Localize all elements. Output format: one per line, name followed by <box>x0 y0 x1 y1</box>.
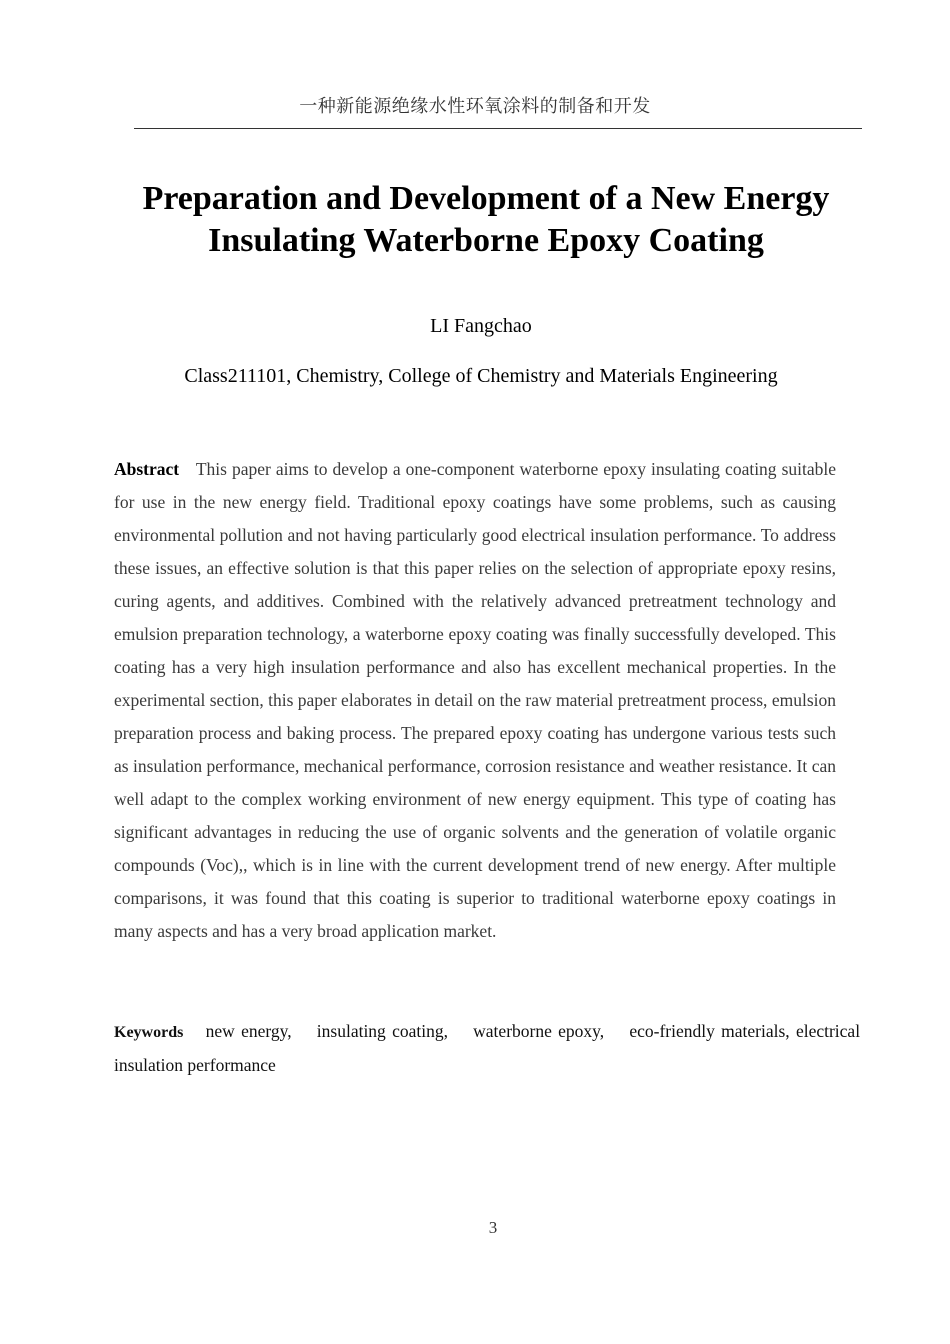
title-line-2: Insulating Waterborne Epoxy Coating <box>208 222 764 259</box>
abstract-label: Abstract <box>114 459 180 479</box>
header-rule <box>134 128 862 129</box>
keyword-item: insulating coating, <box>316 1021 448 1041</box>
keyword-item: new energy, <box>205 1021 292 1041</box>
abstract-text: This paper aims to develop a one-component waterborne epoxy insulating coating suitable for use in the new energy field. Traditional epoxy coatings have some problems, such as causing environmental pollution and not having particularly good electrical insulation performance. To address these issues, an effective solution is that this paper relies on the selection of appropriate epoxy resins, curing agents, and additives. Combined with the relatively advanced pretreatment technology and emulsion preparation technology, a waterborne epoxy coating was finally successfully developed. This coating has a very high insulation performance and also has excellent mechanical properties. In the experimental section, this paper elaborates in detail on the raw material pretreatment process, emulsion preparation process and baking process. The prepared epoxy coating has undergone various tests such as insulation performance, mechanical performance, corrosion resistance and weather resistance. It can well adapt to the complex working environment of new energy equipment. This type of coating has significant advantages in reducing the use of organic solvents and the generation of volatile organic compounds (Voc),, which is in line with the current development trend of new energy. After multiple comparisons, it was found that this coating is superior to traditional waterborne epoxy coatings in many aspects and has a very broad application market. <box>114 459 836 941</box>
keyword-item: electrical insulation performance <box>114 1021 861 1075</box>
keywords-paragraph <box>114 1015 860 1082</box>
keywords-label: Keywords <box>114 1024 184 1041</box>
author-name: LI Fangchao <box>430 315 532 337</box>
keyword-item: waterborne epoxy, <box>473 1021 605 1041</box>
keyword-item: eco-friendly materials, <box>629 1021 790 1041</box>
author-affiliation: Class211101, Chemistry, College of Chemistry and Materials Engineering <box>184 365 778 387</box>
page-number: 3 <box>488 1218 498 1237</box>
paper-title <box>100 178 872 262</box>
abstract-paragraph <box>114 453 836 948</box>
title-line-1: Preparation and Development of a New Energy <box>142 180 830 217</box>
running-header: 一种新能源绝缘水性环氧涂料的制备和开发 <box>299 96 651 116</box>
